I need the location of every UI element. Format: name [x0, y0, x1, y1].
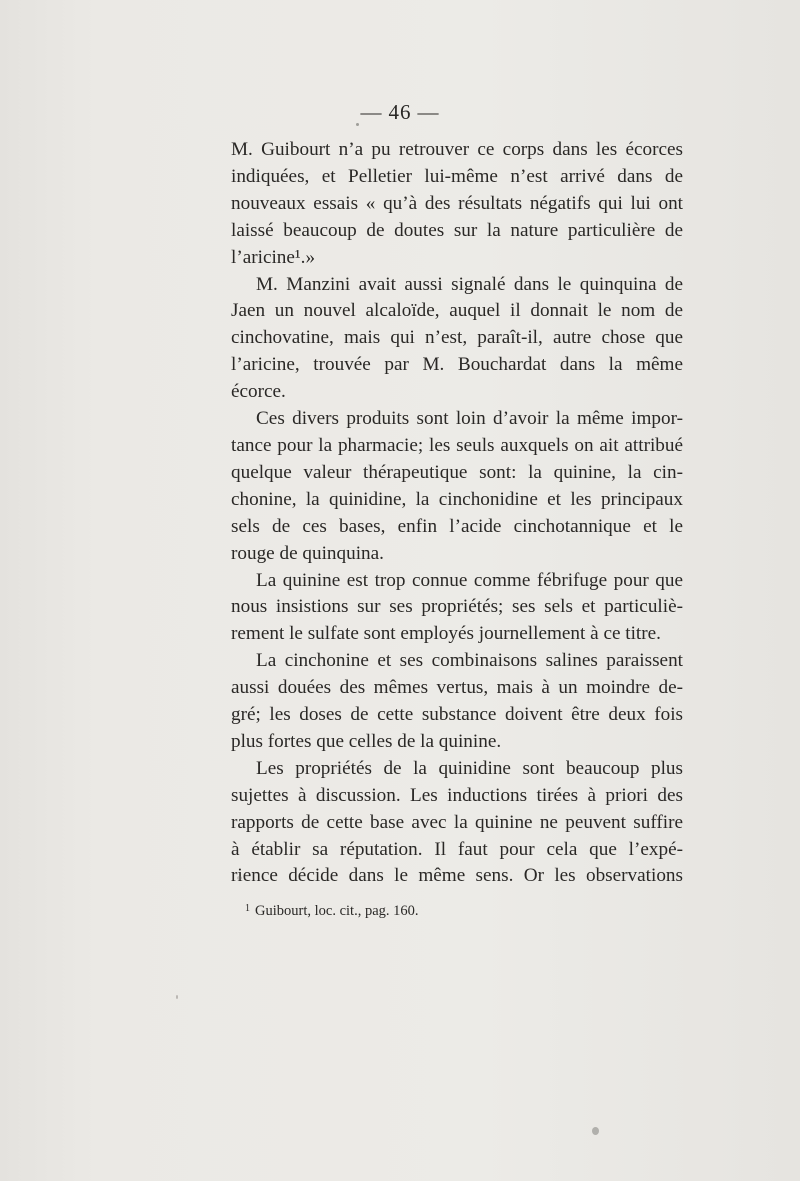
text-line: plus fortes que celles de la quinine.: [231, 730, 502, 752]
text-line: rouge de quinquina.: [231, 542, 384, 564]
paragraph: [231, 406, 683, 567]
paper-speck: [356, 123, 359, 126]
text-line: l’aricine¹.»: [231, 246, 316, 268]
text-line: rement le sulfate sont employés journellement à ce titre.: [231, 623, 661, 645]
text-line: laissé beaucoup de doutes sur la nature particulière de: [231, 219, 683, 241]
body-text: [231, 137, 683, 890]
page-number: — 46 —: [360, 100, 440, 124]
text-line: M. Guibourt n’a pu retrouver ce corps dans les écorces: [231, 139, 683, 160]
footnote-marker: 1: [245, 903, 250, 914]
text-line: gré; les doses de cette substance doivent être deux fois: [231, 704, 683, 726]
paragraph: [231, 648, 683, 756]
text-line: nous insistions sur ses propriétés; ses sels et particuliè-: [231, 596, 683, 618]
paper-speck: [237, 876, 242, 880]
paragraph: [231, 568, 683, 649]
text-line: rapports de cette base avec la quinine ne peuvent suffire: [231, 811, 683, 833]
text-line: Ces divers produits sont loin d’avoir la même impor-: [256, 408, 683, 430]
text-line: sujettes à discussion. Les inductions tirées à priori des: [231, 784, 683, 806]
text-line: écorce.: [231, 381, 286, 403]
paragraph: [231, 137, 683, 272]
footnote: [245, 899, 645, 921]
paper-speck: [592, 1127, 599, 1135]
text-line: cinchovatine, mais qui n’est, paraît-il, autre chose que: [231, 327, 683, 349]
text-line: La quinine est trop connue comme fébrifuge pour que: [256, 569, 683, 591]
text-line: sels de ces bases, enfin l’acide cinchotannique et le: [231, 515, 683, 537]
text-line: chonine, la quinidine, la cinchonidine et les principaux: [231, 488, 683, 510]
text-line: aussi douées des mêmes vertus, mais à un moindre de-: [231, 677, 683, 699]
text-line: l’aricine, trouvée par M. Bouchardat dans la même: [231, 354, 683, 376]
text-line: tance pour la pharmacie; les seuls auxquels on ait attribué: [231, 434, 683, 456]
page-number-value: 46: [388, 100, 412, 124]
text-line: Les propriétés de la quinidine sont beaucoup plus: [256, 757, 683, 779]
text-line: La cinchonine et ses combinaisons salines paraissent: [256, 650, 683, 672]
paragraph: [231, 756, 683, 891]
paragraph: [231, 272, 683, 407]
text-line: Jaen un nouvel alcaloïde, auquel il donnait le nom de: [231, 300, 683, 322]
text-line: indiquées, et Pelletier lui-même n’est arrivé dans de: [231, 165, 683, 187]
footnote-text: Guibourt, loc. cit., pag. 160.: [255, 903, 419, 919]
text-line: rience décide dans le même sens. Or les observations: [231, 865, 683, 887]
paper-speck: [176, 995, 178, 999]
text-line: à établir sa réputation. Il faut pour cela que l’expé-: [231, 838, 683, 860]
text-line: M. Manzini avait aussi signalé dans le quinquina de: [256, 273, 683, 295]
text-line: nouveaux essais « qu’à des résultats négatifs qui lui ont: [231, 192, 683, 214]
text-line: quelque valeur thérapeutique sont: la quinine, la cin-: [231, 461, 683, 483]
